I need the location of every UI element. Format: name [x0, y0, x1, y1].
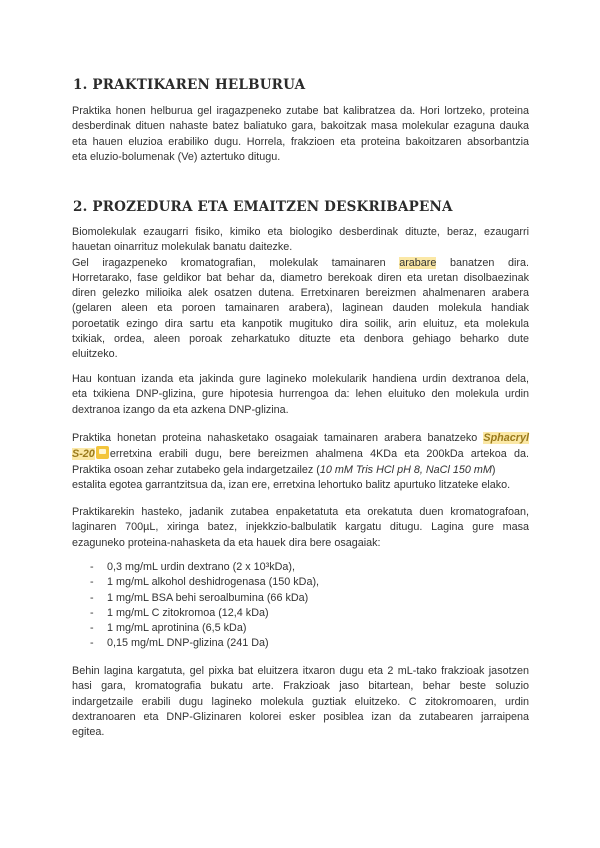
text-line: eta hauen eluzioa erabiliko dugu. Horrela, frakzioen eta proteina bakoitzaren absorbantzia — [72, 135, 529, 148]
text-line — [72, 446, 529, 462]
list-item: - 0,15 mg/mL DNP-glizina (241 Da) — [90, 636, 319, 651]
text-line: poroetatik ezingo dira sartu eta kanpotik mugituko dira soilik, arin eluituz, eta molekula — [72, 317, 529, 330]
text-line: txikiak, ordea, aleen poroak zeharkatuko dituzte eta denbora gehiago beharko dute — [72, 333, 529, 346]
text-line: Biomolekulak ezaugarri fisiko, kimiko eta biologiko desberdinak dituzte, beraz, ezaugarri — [72, 226, 529, 238]
text-line: eta eluzio-bolumenak (Ve) aztertuko ditugu. — [72, 150, 281, 163]
text-line: desberdinak dituen nahaste batez baliatuko gara, bakoitzak masa molekular ezaguna dauka — [72, 120, 529, 133]
text-run: erretxina erabili dugu, bere bereizmen ahalmena 4KDa eta 200kDa artekoa da. — [109, 448, 529, 461]
list-item: - 1 mg/mL aprotinina (6,5 kDa) — [90, 621, 319, 636]
text-line: hasi gara, kromatografia bukatu arte. Frakzioak jaso bitartean, behar beste soluzio — [72, 680, 529, 693]
text-line: dextranoaren eta DNP-Glizinaren kolorei esker posiblea izan da zutabearen jarraipena — [72, 710, 529, 723]
section-2-paragraph-4 — [72, 505, 529, 551]
text-line: (gelaren aleen eta poroen tamainaren arabera), laginean dauden molekula handiak — [72, 302, 529, 315]
text-line: egitea. — [72, 726, 105, 739]
text-line: eta txikiena DNP-glizina, gure hipotesia hurrengoa da: lehen eluituko den molekula urdin — [72, 388, 529, 401]
section-1-heading: 1. PRAKTIKAREN HELBURUA — [73, 77, 306, 93]
list-item: - 0,3 mg/mL urdin dextrano (2 x 10³kDa), — [90, 560, 319, 575]
text-line: hauetan oinarrituz molekulak banatu daitezke. — [72, 241, 293, 254]
text-line: dextranoa izango da eta azkena DNP-glizina. — [72, 403, 289, 416]
highlighted-term[interactable]: S-20 — [72, 448, 95, 461]
text-run: Gel iragazpeneko kromatografian, molekulak tamainaren — [72, 256, 386, 269]
list-item: - 1 mg/mL alkohol deshidrogenasa (150 kDa), — [90, 575, 319, 590]
text-run: banatzen dira. — [450, 256, 530, 269]
text-line: estalita egotea garrantzitsua da, izan ere, erretxina lehortuko balitz apurtuko litzateke elako. — [72, 478, 511, 491]
section-2-heading: 2. PROZEDURA ETA EMAITZEN DESKRIBAPENA — [73, 199, 453, 215]
text-line: Praktika honen helburua gel iragazpeneko zutabe bat kalibratzea da. Hori lortzeko, proteina — [72, 105, 529, 117]
text-run: Praktika honetan proteina nahasketako osagaiak tamainaren arabera banatzeko — [72, 432, 478, 444]
note-icon[interactable] — [96, 446, 109, 459]
text-line: Hau kontuan izanda eta jakinda gure lagineko molekularik handiena urdin dextranoa dela, — [72, 373, 529, 385]
text-line: Behin lagina kargatuta, gel pixka bat eluitzera itxaron dugu eta 2 mL-tako frakzioak jasotzen — [72, 665, 529, 677]
text-run: ) — [491, 463, 496, 476]
text-line: eluitzeko. — [72, 348, 118, 361]
text-line — [72, 256, 529, 271]
text-line: ezaguneko proteina-nahasketa da eta hauek dira bere osagaiak: — [72, 536, 381, 549]
text-line: indargetzaile erabili dugu lagineko molekula guztiak eluitzeko. C zitokromoaren, urdin — [72, 695, 529, 708]
section-2-paragraph-1 — [72, 225, 529, 363]
text-run: Praktika osoan zehar zutabeko gela indargetzailez ( — [72, 463, 320, 476]
text-line: Praktikarekin hasteko, jadanik zutabea enpaketatuta eta orekatuta duen kromatografoan, — [72, 506, 529, 518]
highlighted-word[interactable]: arabare — [399, 256, 437, 269]
section-2-paragraph-2 — [72, 372, 529, 418]
text-line: Horretarako, fase geldikor bat behar da, diametro berekoak diren eta uretan disolbaezinak — [72, 271, 529, 284]
buffer-composition: 10 mM Tris HCl pH 8, NaCl 150 mM — [319, 463, 492, 476]
list-item: - 1 mg/mL BSA behi seroalbumina (66 kDa) — [90, 591, 319, 606]
components-list — [90, 560, 319, 652]
section-2-paragraph-3 — [72, 431, 529, 493]
text-line: laginaren 700µL, xiringa batez, injekkzio-balbulatik kargatu ditugu. Lagina gure masa — [72, 521, 529, 534]
section-2-paragraph-5 — [72, 664, 529, 740]
text-line — [72, 431, 529, 446]
highlighted-term[interactable]: Sphacryl — [483, 432, 529, 444]
section-1-paragraph — [72, 104, 529, 165]
text-line — [72, 463, 529, 478]
text-line: diren gelezko milioika alek osatzen dutena. Erretxinaren bereizmen ahalmenaren arabera — [72, 287, 529, 300]
list-item: - 1 mg/mL C zitokromoa (12,4 kDa) — [90, 606, 319, 621]
